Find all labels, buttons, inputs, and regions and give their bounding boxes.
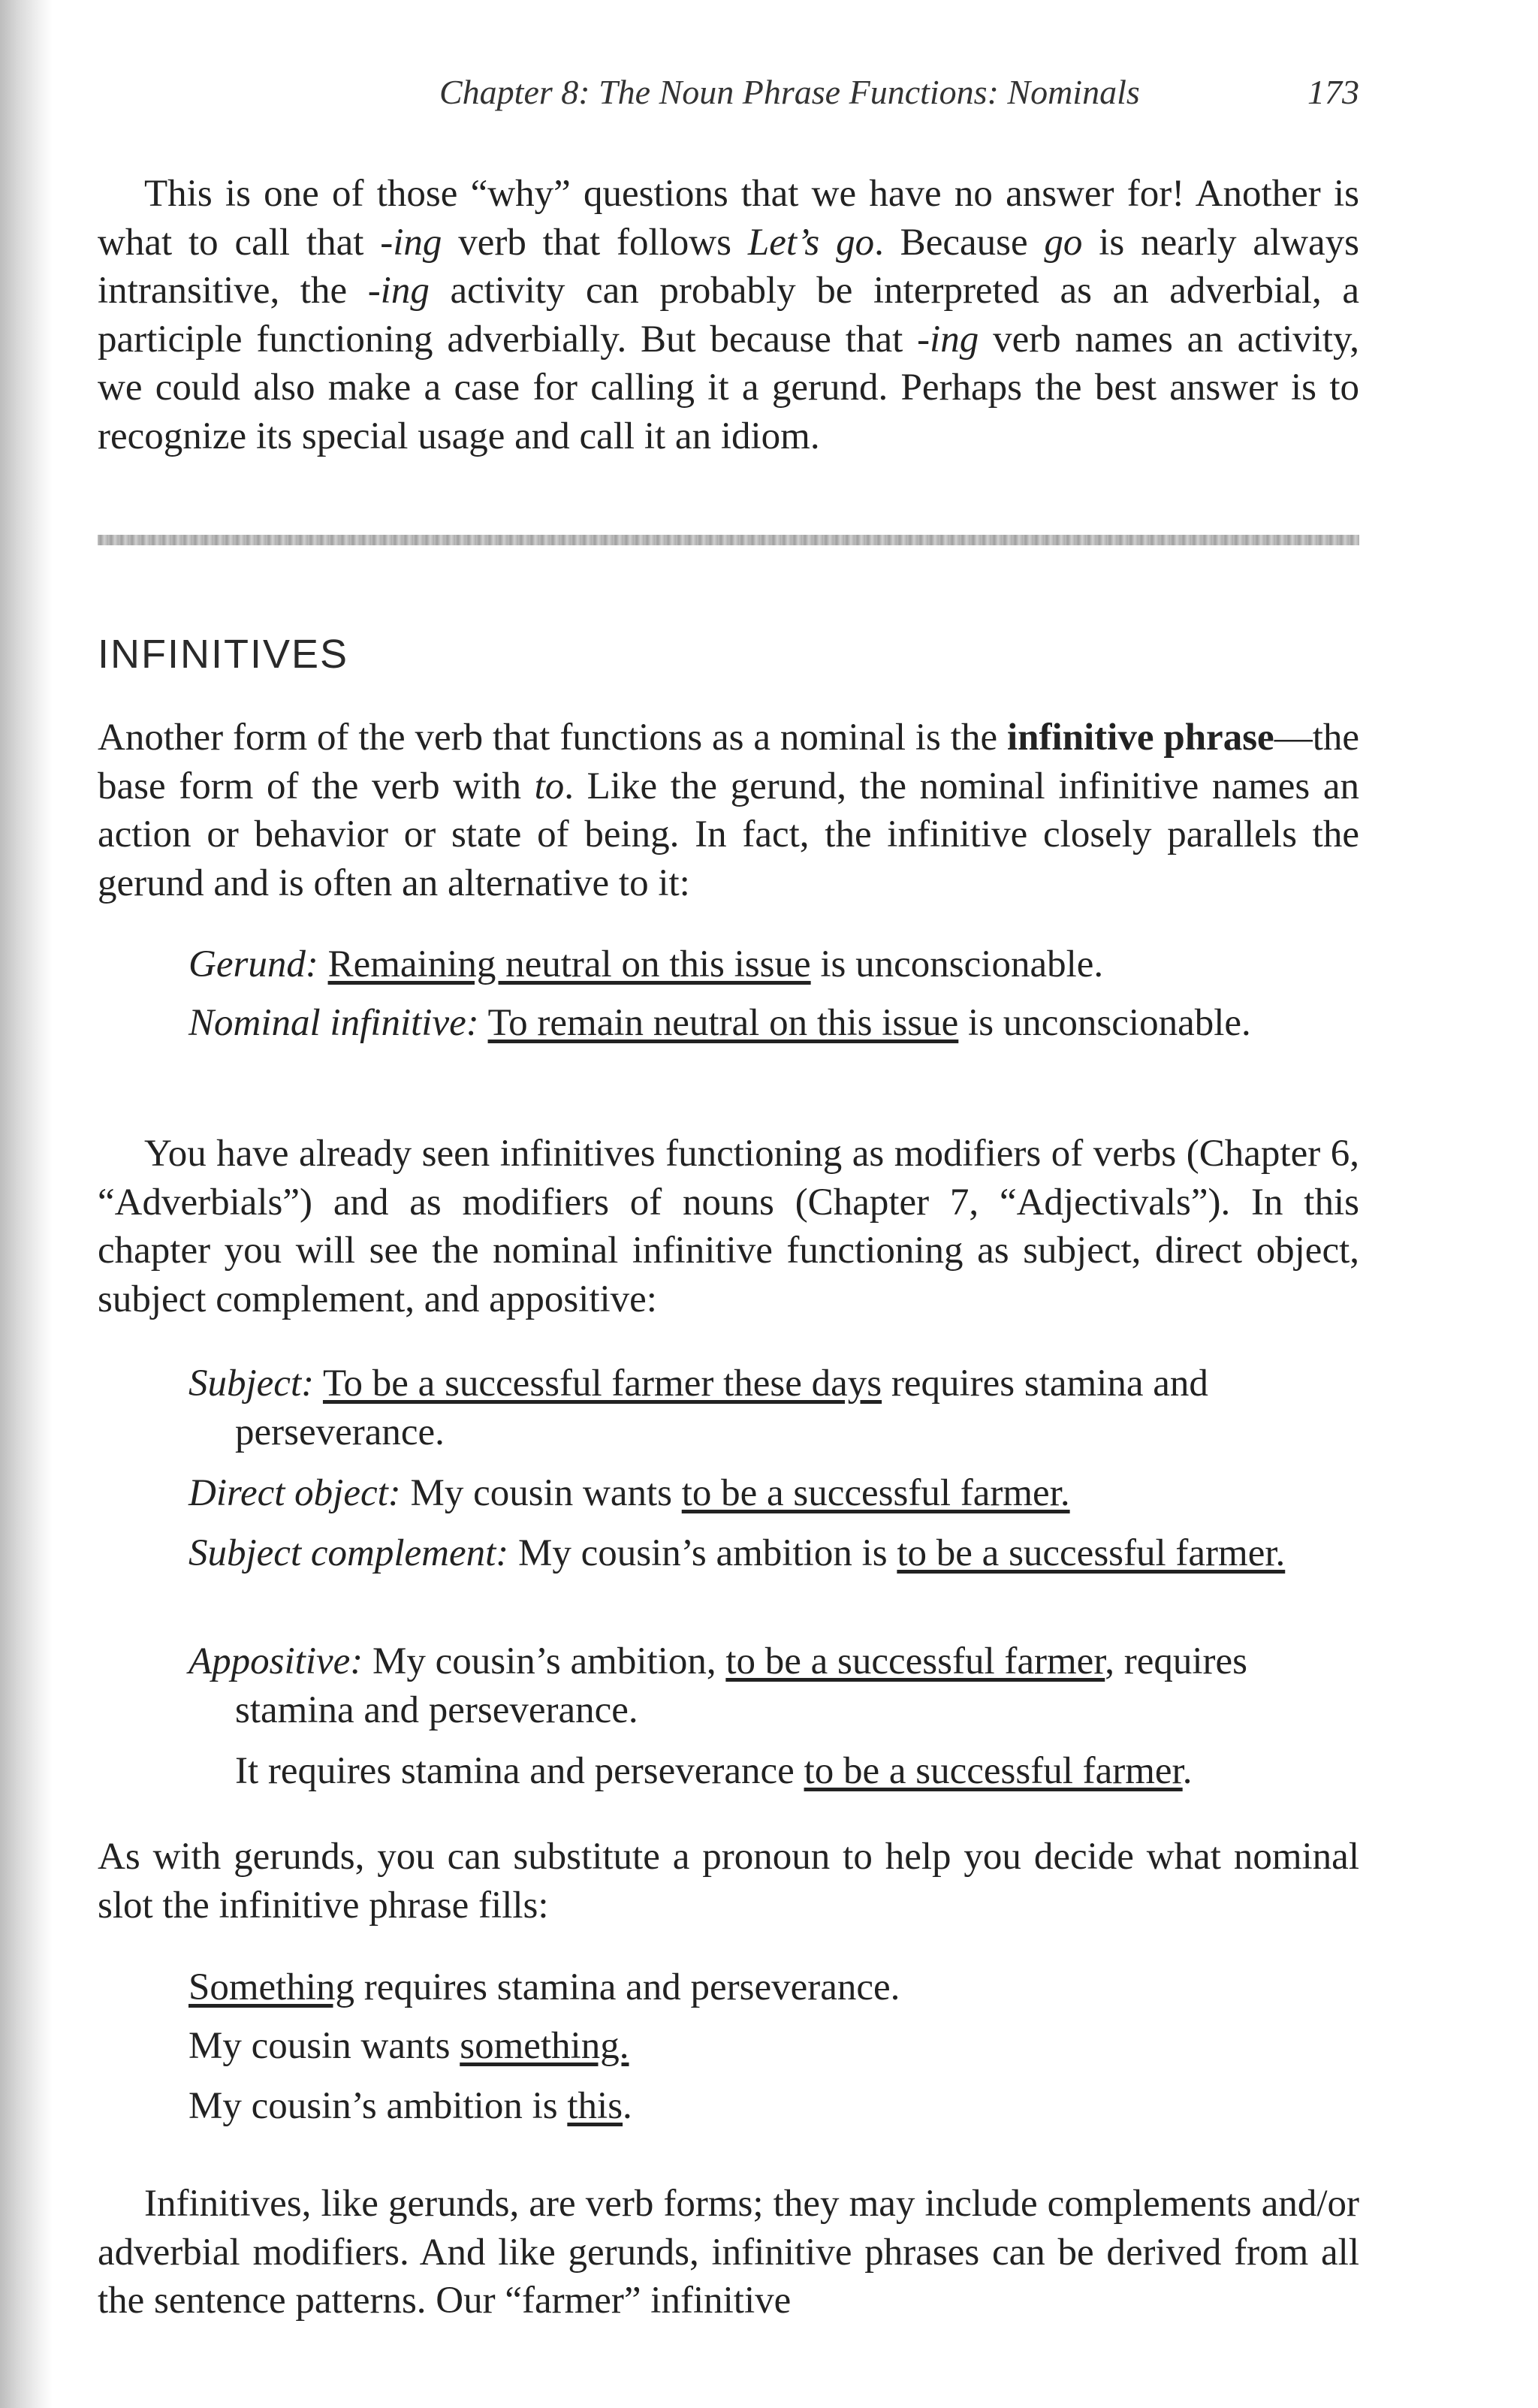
underlined-phrase: to be a successful farmer	[725, 1640, 1105, 1682]
intro-text: . Because	[874, 221, 1045, 264]
book-page	[98, 0, 1359, 2408]
example-gerund	[98, 940, 1359, 989]
verb-forms-paragraph: Infinitives, like gerunds, are verb forms; they may include complements and/or adverbial modifiers. And like gerunds, infinitive phrases can be derived from all the sentence patterns. Our “farmer” infinitive	[98, 2183, 1359, 2322]
key-term: infinitive phrase	[1006, 717, 1274, 759]
intro-lets-go-term: Let’s go	[747, 221, 875, 264]
example-text: requires stamina and perseverance.	[235, 1362, 1208, 1453]
example-text: , requires stamina and perseverance.	[235, 1640, 1248, 1731]
pronoun-substitution-paragraph: As with gerunds, you can substitute a pronoun to help you decide what nominal slot the infinitive phrase fills:	[98, 1836, 1359, 1927]
functions-paragraph: You have already seen infinitives functioning as modifiers of verbs (Chapter 6, “Adverbials”) and as modifiers of nouns (Chapter 7, “Adjectivals”). In this chapter you will see the nominal infinitive functioning as subject, direct object, subject complement, and appositive:	[98, 1133, 1359, 1320]
page-gutter-shadow	[0, 0, 53, 2408]
intro-text: This is one of those “why” questions that we have no answer for! Another is what to call that	[98, 173, 1359, 264]
example-text: My cousin’s ambition,	[363, 1640, 726, 1682]
example-label: Nominal infinitive:	[188, 1002, 479, 1044]
example-pronoun-1	[188, 1963, 1315, 2012]
page-number: 173	[1307, 73, 1359, 111]
example-label: Subject:	[188, 1362, 315, 1405]
example-nominal-infinitive	[98, 999, 1359, 1048]
intro-ing-term: -ing	[917, 318, 979, 361]
underlined-phrase: to be a successful farmer.	[897, 1532, 1286, 1574]
underlined-phrase: To remain neutral on this issue	[487, 1002, 959, 1044]
example-label: Appositive:	[188, 1640, 363, 1682]
example-label: Subject complement:	[188, 1532, 509, 1574]
paragraph-text: Another form of the verb that functions as a nominal is the	[98, 717, 1007, 759]
section-divider-rule	[98, 535, 1359, 545]
chapter-title: Chapter 8: The Noun Phrase Functions: Nominals	[439, 73, 1140, 111]
example-text: My cousin’s ambition is	[508, 1532, 897, 1574]
underlined-phrase: to be a successful farmer.	[681, 1472, 1070, 1514]
example-text: My cousin’s ambition is	[188, 2085, 568, 2127]
underlined-phrase: to be a successful farmer	[804, 1750, 1183, 1792]
intro-ing-term: -ing	[380, 221, 442, 264]
intro-go-term: go	[1044, 221, 1083, 264]
intro-text: activity can probably be interpreted as an adverbial, a participle functioning adverbially. But because that	[98, 270, 1359, 361]
example-text: requires stamina and perseverance.	[354, 1966, 900, 2008]
example-text: My cousin wants	[400, 1472, 682, 1514]
section-heading: INFINITIVES	[98, 632, 349, 677]
underlined-phrase: something.	[460, 2025, 629, 2067]
intro-ing-term: -ing	[367, 270, 430, 312]
example-subject	[98, 1359, 1359, 1456]
paragraph-text: . Like the gerund, the nominal infinitive names an action or behavior or state of being. In fact, the infinitive closely parallels the gerund and is often an alternative to it:	[98, 765, 1359, 904]
example-label: Gerund:	[188, 943, 318, 985]
example-pronoun-2	[188, 2022, 1315, 2071]
example-subject-complement	[98, 1529, 1359, 1578]
intro-paragraph	[98, 170, 1359, 460]
infinitive-definition-paragraph	[98, 714, 1359, 907]
example-text: .	[1182, 1750, 1193, 1792]
example-text: is unconscionable.	[958, 1002, 1251, 1044]
example-text: My cousin wants	[188, 2025, 460, 2067]
example-direct-object	[98, 1469, 1359, 1518]
example-extraposed	[235, 1747, 1362, 1796]
example-appositive	[98, 1637, 1359, 1734]
intro-text: verb names an activity, we could also make a case for calling it a gerund. Perhaps the best answer is to recognize its special usage and call it an idiom.	[98, 318, 1359, 457]
example-text: It requires stamina and perseverance	[235, 1750, 804, 1792]
example-pronoun-3	[188, 2082, 1315, 2131]
underlined-phrase: this	[567, 2085, 623, 2127]
example-text: is unconscionable.	[810, 943, 1104, 985]
example-text: .	[623, 2085, 632, 2127]
intro-text: verb that follows	[442, 221, 748, 264]
underlined-phrase: Something	[188, 1966, 355, 2008]
italic-term: to	[534, 765, 565, 807]
intro-text: is nearly always intransitive, the	[98, 221, 1359, 312]
example-label: Direct object:	[188, 1472, 401, 1514]
paragraph-text: —the base form of the verb with	[98, 717, 1359, 807]
underlined-phrase: To be a successful farmer these days	[322, 1362, 882, 1405]
underlined-phrase: Remaining neutral on this issue	[327, 943, 811, 985]
